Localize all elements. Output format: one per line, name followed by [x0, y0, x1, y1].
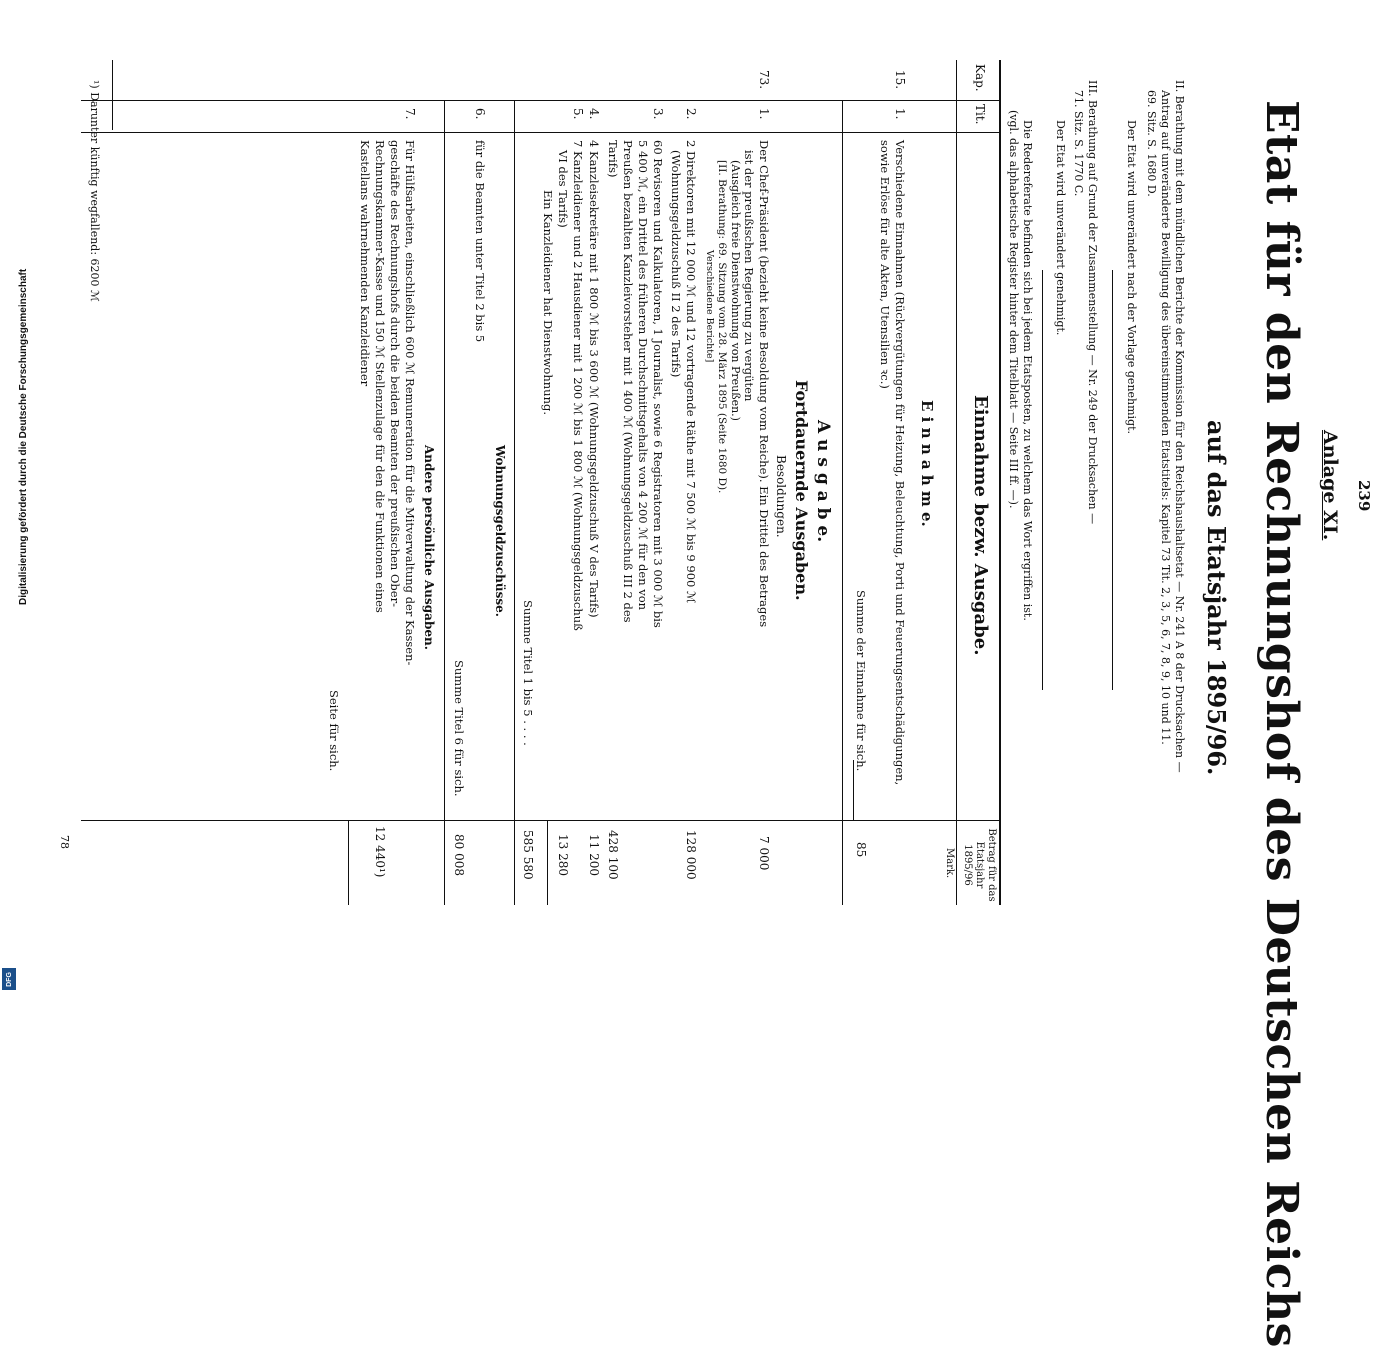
row7-text-1: Für Hülfsarbeiten, einschließlich 600 ℳ Remuneration für die Mitverwaltung der Kassen- — [403, 140, 417, 666]
row7-tit: 7. — [403, 108, 417, 120]
note-divider-2 — [1042, 270, 1043, 690]
einnahme-sum: 85 — [854, 842, 868, 858]
row1-text-2: ist der preußischen Regierung zu vergüten — [742, 150, 756, 402]
row2-amount: 128 000 — [684, 830, 698, 880]
einnahme-sum-label: Summe der Einnahme für sich. — [854, 590, 868, 772]
sum15-label: Summe Titel 1 bis 5 . . . . — [521, 600, 535, 746]
footer-page-number: 78 — [58, 835, 71, 849]
footnote: ¹) Darunter künftig wegfallend: 6200 ℳ — [88, 80, 101, 302]
row3-text-3: Preußen bezahlten Kanzleivorsteher mit 1 400 ℳ (Wohnungsgeldzuschuß III 2 des — [621, 140, 635, 623]
section-andere: Andere persönliche Ausgaben. — [422, 445, 436, 650]
table-header-rule — [956, 60, 957, 905]
row1-text-5: Verschiedene Berichte] — [704, 250, 715, 363]
note-divider-1 — [1112, 270, 1113, 690]
note-1b: Antrag auf unveränderte Bewilligung des übereinstimmenden Etatstitels: Kapitel 73 Tit. 2, 3, 5, 6, 7, 8, 9, 10 und 11. — [1159, 90, 1172, 745]
note-5b: (vgl. das alphabetische Register hinter dem Titelblatt — Seite III ff. —). — [1007, 110, 1020, 509]
row1-text-3: (Ausgleich freie Dienstwohnung von Preußen.) — [729, 160, 742, 421]
row5-tit: 5. — [571, 108, 585, 120]
row2-text-2: (Wohnungsgeldzuschuß II 2 des Tarifs) — [669, 150, 683, 378]
digitization-credit-text: Digitalisierung gefördert durch die Deutsche Forschungsgemeinschaft — [18, 268, 29, 605]
note-2: Der Etat wird unverändert nach der Vorlage genehmigt. — [1125, 120, 1138, 435]
row1-tit: 1. — [757, 108, 771, 120]
table-top-rule — [999, 60, 1001, 905]
einnahme-text-1: Verschiedene Einnahmen (Rückvergütungen für Heizung, Beleuchtung, Porti und Feuerungsentschädigungen, — [893, 140, 907, 786]
row1-text-1: Der Chef-Präsident (bezieht keine Besoldung vom Reiche). Ein Drittel des Betrages — [757, 140, 771, 628]
sum6-end-rule — [444, 100, 445, 905]
carry-rule — [348, 820, 349, 905]
row4-text-1: 4 Kanzleisekretäre mit 1 800 ℳ bis 3 600 ℳ (Wohnungsgeldzuschuß V des Tarifs) — [587, 140, 601, 618]
ausgabe-kap: 73. — [757, 70, 771, 90]
row5-text-3: Ein Kanzleidiener hat Dienstwohnung. — [541, 190, 555, 416]
col-divider-tit — [81, 132, 1001, 133]
sum15-end-rule — [514, 100, 515, 905]
page-title: Etat für den Rechnungshof des Deutschen Reichs — [1256, 100, 1307, 1348]
row1-amount: 7 000 — [757, 836, 771, 871]
row3-text-4: Tarifs) — [606, 140, 620, 178]
dfg-logo-icon — [2, 968, 16, 990]
note-1: II. Berathung mit dem mündlichen Berichte der Kommission für den Reichshaushaltsetat — Nr. 241 A 8 der Drucksachen — — [1173, 80, 1186, 773]
footnote-rule — [112, 60, 113, 130]
page-number: 239 — [1355, 480, 1373, 512]
col-header-unit: Mark. — [944, 848, 955, 879]
note-4: Der Etat wird unverändert genehmigt. — [1054, 120, 1067, 336]
page-subtitle: auf das Etatsjahr 1895/96. — [1202, 420, 1231, 776]
einnahme-tit: 1. — [893, 108, 907, 120]
note-3b: 71. Sitz. S. 1770 C. — [1072, 90, 1085, 197]
section-besoldungen: Besoldungen. — [774, 455, 788, 538]
row7-text-4: Kastellans wahrnehmenden Kanzleidiener — [358, 140, 372, 387]
einnahme-kap: 15. — [893, 70, 907, 90]
row3-text-1: 60 Revisoren und Kalkulatoren, 1 Journalist, sowie 6 Registratoren mit 3 000 ℳ bis — [651, 140, 665, 628]
row5-text-1: 7 Kanzleidiener und 2 Hausdiener mit 1 200 ℳ bis 1 800 ℳ (Wohnungsgeldzuschuß — [571, 140, 585, 631]
einnahme-end-rule — [842, 100, 843, 905]
sum6-label: Summe Titel 6 für sich. — [452, 660, 466, 797]
col-divider-kap — [81, 100, 1001, 101]
row3-amount: 428 100 — [606, 830, 620, 880]
row4-tit: 4. — [587, 108, 601, 120]
carry-label: Seite für sich. — [327, 690, 341, 772]
section-einnahme: E i n n a h m e. — [918, 400, 936, 527]
col-header-desc: Einnahme bezw. Ausgabe. — [970, 395, 991, 656]
row6-tit: 6. — [473, 108, 487, 120]
digitization-credit — [0, 0, 29, 1000]
dfg-logo-text: DFG — [5, 971, 13, 987]
section-wohnung: Wohnungsgeldzuschüsse. — [493, 445, 507, 617]
einnahme-sum-rule — [853, 760, 854, 820]
row7-text-3: Rechnungskammer-Kasse und 150 ℳ Stellenzulage für den die Funktionen eines — [373, 140, 387, 613]
row6-text: für die Beamten unter Titel 2 bis 5 — [473, 140, 487, 343]
row1-text-4: [II. Berathung: 69. Sitzung vom 28. März 1895 (Seite 1680 D). — [716, 160, 728, 494]
row2-tit: 2. — [684, 108, 698, 120]
note-3: III. Berathung auf Grund der Zusammenstellung — Nr. 249 der Drucksachen — — [1086, 80, 1099, 525]
col-header-kap: Kap. — [973, 64, 987, 92]
row7-text-2: geschäfte des Rechnungshofs durch die beiden Beamten der preußischen Ober- — [388, 140, 402, 607]
note-1c: 69. Sitz. S. 1680 D. — [1145, 90, 1158, 197]
section-fortdauernde: Fortdauernde Ausgaben. — [792, 380, 811, 601]
section-ausgabe: A u s g a b e. — [813, 420, 833, 543]
sum15-rule — [547, 820, 548, 905]
row5-text-2: VI des Tarifs) — [556, 150, 570, 228]
einnahme-text-2: sowie Erlöse für alte Akten, Utensilien ꝛc.) — [878, 140, 892, 389]
sum15-amount: 585 580 — [521, 830, 535, 880]
col-header-amount: Betrag für das Etatsjahr 1895/96 — [962, 828, 997, 902]
sum6-amount: 80 008 — [452, 834, 466, 876]
col-header-tit: Tit. — [973, 104, 987, 125]
row3-tit: 3. — [651, 108, 665, 120]
col-divider-amount — [81, 820, 1001, 821]
row3-text-2: 5 400 ℳ, ein Drittel des früheren Durchschnittsgehalts von 4 200 ℳ für den von — [636, 140, 650, 611]
row5-amount: 13 280 — [556, 834, 570, 876]
annex-label: Anlage XI. — [1319, 430, 1341, 541]
row7-amount: 12 440¹) — [373, 826, 387, 878]
row2-text-1: 2 Direktoren mit 12 000 ℳ und 12 vortragende Räthe mit 7 500 ℳ bis 9 900 ℳ — [684, 140, 698, 604]
note-5: Die Redereferate befinden sich bei jedem Etatsposten, zu welchem das Wort ergriffen ist. — [1021, 120, 1034, 621]
row4-amount: 11 200 — [587, 834, 601, 876]
